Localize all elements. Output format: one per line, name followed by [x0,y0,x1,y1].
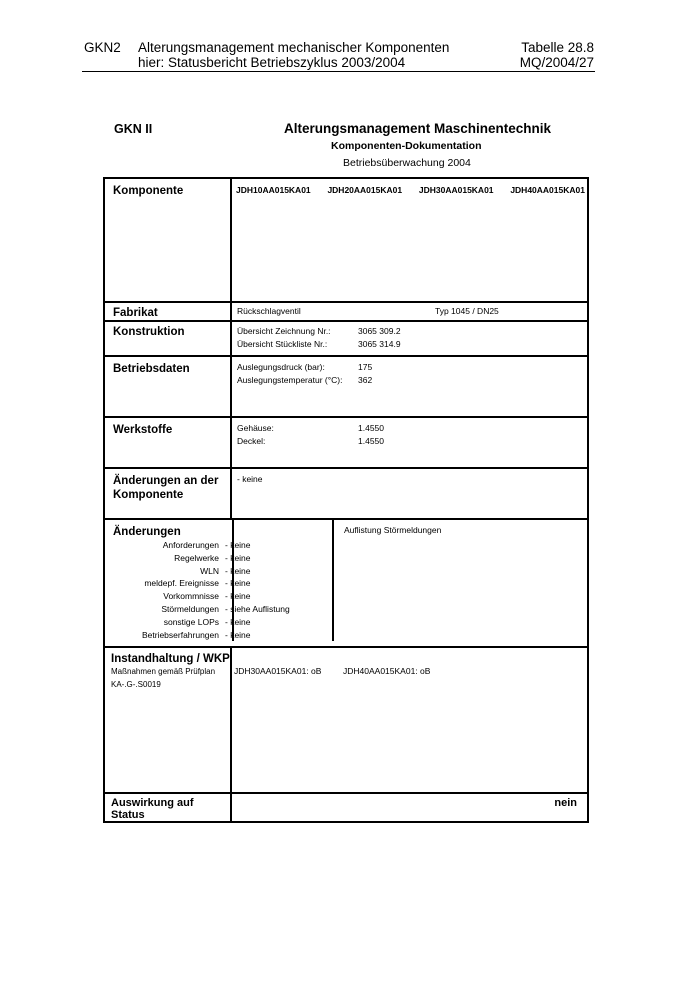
instandhaltung-note: Maßnahmen gemäß Prüfplan [111,667,216,676]
header-title-line2: hier: Statusbericht Betriebszyklus 2003/2004 [138,55,406,70]
stoermeldungen-title: Auflistung Störmeldungen [344,525,442,535]
component-table [103,177,589,823]
row-auswirkung [104,793,588,822]
label-werkstoffe: Werkstoffe [104,417,231,468]
label-auswirkung: Auswirkung auf Status [104,793,231,822]
label-instandhaltung: Instandhaltung / WKP [111,653,230,665]
kv-value: 1.4550 [358,435,384,446]
row-konstruktion [104,321,588,356]
fabrikat-value: Rückschlagventil [237,306,301,316]
aenderungen-list [105,520,332,641]
kv-row [237,325,587,338]
instandhaltung-value: JDH30AA015KA01: oB [234,666,322,676]
plant-name: GKN II [114,122,153,136]
aenderung-row: Vorkommnisse - keine [163,591,251,602]
row-komponente [104,178,588,302]
instandhaltung-value: JDH40AA015KA01: oB [343,666,431,676]
kv-key: Auslegungstemperatur (°C): [237,374,343,385]
stoermeldungen-panel [332,520,587,641]
kv-value: 3065 314.9 [358,338,401,349]
label-konstruktion: Konstruktion [104,321,231,356]
fabrikat-type: Typ 1045 / DN25 [435,306,499,316]
label-instandhaltung-cell [104,647,231,793]
aenderung-row: Anforderungen - keine [162,540,251,550]
label-aenderungen: Änderungen [113,526,181,538]
aenderung-row: sonstige LOPs - keine [163,616,251,627]
kv-key: Übersicht Stückliste Nr.: [237,338,328,349]
aenderungen-komponente-value: - keine [237,474,263,484]
kv-row [237,422,587,435]
kv-key: Gehäuse: [237,423,274,433]
aenderung-row: Störmeldungen - siehe Auflistung [161,603,290,614]
row-betriebsdaten [104,356,588,417]
row-aenderungen-komponente [104,468,588,519]
kv-row [237,361,587,374]
component-id: JDH40AA015KA01 [510,185,585,195]
table-number: Tabelle 28.8 [521,40,594,55]
kv-value: 175 [358,362,373,372]
row-werkstoffe [104,417,588,468]
instandhaltung-note: KA-.G-.S0019 [111,679,161,689]
header-title-line1: Alterungsmanagement mechanischer Komponenten [138,40,450,55]
header-rule [82,71,595,72]
row-instandhaltung [104,647,588,793]
row-fabrikat [104,302,588,321]
kv-row [237,374,587,387]
label-aenderungen-komponente [104,468,231,519]
row-aenderungen [104,519,588,647]
kv-value: 1.4550 [358,423,384,433]
kv-key: Deckel: [237,435,266,446]
aenderung-row: meldepf. Ereignisse - keine [144,578,251,589]
label-komponente: Komponente [104,178,231,302]
doc-subtitle: Komponenten-Dokumentation [331,140,482,152]
label-fabrikat: Fabrikat [104,302,231,321]
label-betriebsdaten: Betriebsdaten [104,356,231,417]
aenderung-row: WLN - keine [200,565,251,576]
kv-value: 3065 309.2 [358,326,401,336]
label-line: Komponente [113,489,184,501]
doc-code: GKN2 [84,40,121,55]
kv-row [237,338,587,351]
aenderung-row: Betriebserfahrungen - keine [141,629,251,640]
doc-title: Alterungsmanagement Maschinentechnik [284,121,552,136]
document-reference: MQ/2004/27 [519,55,594,70]
component-id: JDH10AA015KA01 [236,185,311,195]
component-id: JDH30AA015KA01 [418,185,494,195]
doc-subtitle-2: Betriebsüberwachung 2004 [343,157,471,169]
component-id-list [232,179,587,195]
label-line: Änderungen an der [113,475,219,487]
kv-row [237,435,587,448]
aenderung-row: Regelwerke - keine [174,552,251,563]
component-id: JDH20AA015KA01 [327,185,403,195]
kv-value: 362 [358,374,373,385]
auswirkung-value: nein [231,793,588,822]
kv-key: Auslegungsdruck (bar): [237,362,325,372]
kv-key: Übersicht Zeichnung Nr.: [237,326,331,336]
